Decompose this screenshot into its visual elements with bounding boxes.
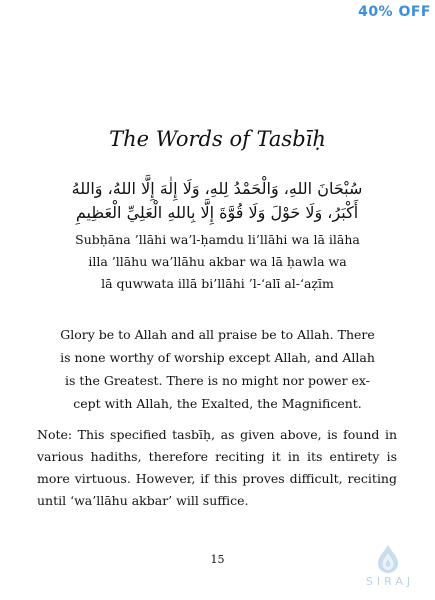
discount-badge: 40% OFF bbox=[358, 4, 431, 20]
arabic-line-1: سُبْحَانَ اللهِ، وَالْحَمْدُ لِلهِ، وَلَا إِلٰهَ إِلَّا اللهُ، وَاللهُ bbox=[71, 179, 363, 198]
note-line-2: various hadiths, therefore reciting it in its entirety is bbox=[37, 449, 397, 464]
translation-line-4: cept with Allah, the Exalted, the Magnificent. bbox=[73, 396, 362, 411]
translation-line-2: is none worthy of worship except Allah, and Allah bbox=[60, 350, 375, 365]
page-number: 15 bbox=[210, 553, 225, 566]
translation-line-1: Glory be to Allah and all praise be to Allah. There bbox=[60, 327, 375, 342]
watermark-text: SIRAJ bbox=[365, 575, 415, 588]
page-title: The Words of Tasbīḥ bbox=[109, 127, 326, 151]
note-line-4: until ‘wa’llāhu akbar’ will suffice. bbox=[37, 493, 249, 508]
transliteration-line-1: Subḥāna ’llāhi wa’l-ḥamdu li’llāhi wa lā ilāha bbox=[75, 232, 360, 247]
arabic-line-2: أَكْبَرُ، وَلَا حَوْلَ وَلَا قُوَّةَ إِلَّا بِاللهِ الْعَلِيِّ الْعَظِيمِ bbox=[75, 203, 359, 222]
translation-line-3: is the Greatest. There is no might nor power ex- bbox=[65, 373, 370, 388]
transliteration-line-2: illa ’llāhu wa’llāhu akbar wa lā ḥawla wa bbox=[88, 254, 347, 269]
droplet-logo-icon bbox=[372, 544, 404, 574]
note-line-1: Note: This specified tasbīḥ, as given above, is found in bbox=[37, 427, 397, 442]
transliteration-line-3: lā quwwata illā bi’llāhi ’l-‘alī al-‘aẓīm bbox=[101, 276, 334, 291]
note-line-3: more virtuous. However, if this proves difficult, reciting bbox=[37, 471, 397, 486]
